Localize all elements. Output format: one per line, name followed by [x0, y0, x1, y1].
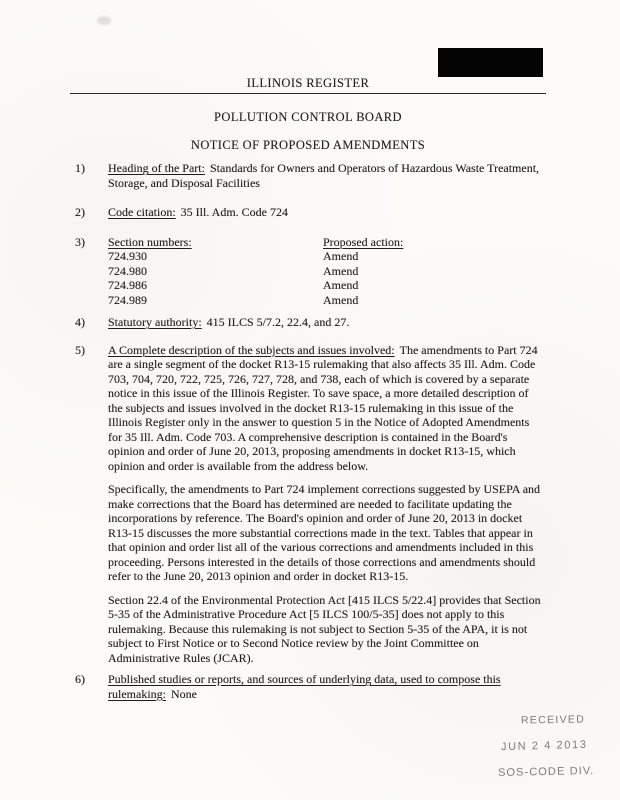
- item-5-paragraph-1-text: The amendments to Part 724 are a single segment of the docket R13-15 rulemaking that also affects 35 Ill. Adm. Code 703, 704, 720, 722, 725, 726, 727, 728, and 738, each of which is covered by a separate notice in this issue of the Illinois Register. To save space, a more detailed description of the subjects and issues involved in the docket R13-15 rulemaking in this issue of the Illinois Register only in the answer to question 5 in the Notice of Adopted Amendments for 35 Ill. Adm. Code 703. A comprehensive description is contained in the Board's opinion and order of June 20, 2013, proposing amendments in docket R13-15, which opinion and order is available from the address below.: [108, 342, 538, 473]
- register-title: ILLINOIS REGISTER: [246, 76, 370, 90]
- item-3-section-numbers: [75, 235, 546, 308]
- section-table-row: [108, 249, 546, 264]
- item-1-content: [108, 161, 546, 190]
- section-table-row: [108, 293, 546, 308]
- section-number: 724.989: [108, 292, 147, 307]
- proposed-action-header: Proposed action:: [323, 234, 404, 249]
- item-5-content: [108, 343, 546, 666]
- item-5-paragraph-3: Section 22.4 of the Environmental Protection Act [415 ILCS 5/22.4] provides that Section 5-35 of the Administrative Procedure Act [5 ILCS 100/5-35] does not apply to this rulemaking. Because this rulemaking is not subject to Section 5-35 of the APA, it is not subject to First Notice or to Second Notice review by the Joint Committee on Administrative Rules (JCAR).: [108, 592, 541, 665]
- item-1-number: 1): [75, 161, 85, 175]
- item-6-label: Published studies or reports, and sources of underlying data, used to compose this rulemaking:: [108, 672, 501, 701]
- item-5-paragraph-2: Specifically, the amendments to Part 724 implement corrections suggested by USEPA and make corrections that the Board has determined are needed to facilitate updating the incorporations by reference. The Board's opinion and order of June 20, 2013 in docket R13-15 discusses the more substantial corrections made in the text. Tables that appear in that opinion and order list all of the various corrections and amendments included in this proceeding. Persons interested in the details of those corrections and amendments should refer to the June 20, 2013 opinion and order in docket R13-15.: [108, 482, 541, 583]
- item-4-statutory-authority: [75, 315, 546, 330]
- item-2-number: 2): [75, 205, 85, 219]
- item-2-label: Code citation:: [108, 205, 176, 219]
- item-5-description: [75, 343, 546, 666]
- notice-title: NOTICE OF PROPOSED AMENDMENTS: [190, 138, 426, 152]
- scan-artifact-smudge: [97, 16, 111, 25]
- stamp-division-text: SOS-CODE DIV.: [497, 764, 595, 780]
- item-4-text: 415 ILCS 5/7.2, 22.4, and 27.: [206, 315, 350, 329]
- item-6-published-studies: [75, 672, 546, 701]
- section-number: 724.980: [108, 263, 147, 278]
- proposed-action: Amend: [323, 292, 359, 307]
- redaction-box: [438, 48, 543, 77]
- document-body: [75, 161, 546, 701]
- item-1-text: Standards for Owners and Operators of Hazardous Waste Treatment, Storage, and Disposal Facilities: [108, 161, 540, 190]
- section-table-row: [108, 264, 546, 279]
- board-title: POLLUTION CONTROL BOARD: [214, 110, 402, 124]
- proposed-action: Amend: [323, 278, 359, 292]
- item-6-number: 6): [75, 672, 85, 686]
- section-number: 724.930: [108, 249, 147, 263]
- section-numbers-header: Section numbers:: [108, 234, 192, 249]
- stamp-date-text: JUN 2 4 2013: [500, 738, 588, 754]
- item-4-label: Statutory authority:: [108, 315, 202, 329]
- item-1-heading-of-part: [75, 161, 546, 190]
- section-number: 724.986: [108, 278, 147, 292]
- stamp-received-text: RECEIVED: [520, 713, 586, 727]
- item-1-label: Heading of the Part:: [108, 161, 205, 175]
- item-5-label: A Complete description of the subjects and issues involved:: [108, 342, 395, 357]
- item-2-code-citation: [75, 205, 546, 220]
- item-2-text: 35 Ill. Adm. Code 724: [180, 205, 288, 219]
- item-4-content: [108, 315, 546, 330]
- proposed-action: Amend: [323, 249, 359, 263]
- item-2-content: [108, 205, 546, 220]
- item-4-number: 4): [75, 315, 85, 329]
- section-table-header-row: [108, 235, 546, 250]
- item-3-number: 3): [75, 234, 85, 249]
- section-table-row: [108, 278, 546, 293]
- item-5-paragraph-1: [108, 343, 546, 474]
- item-6-content: [108, 672, 546, 701]
- header-rule: [70, 93, 546, 94]
- item-5-number: 5): [75, 342, 85, 357]
- item-6-text: None: [170, 686, 197, 701]
- proposed-action: Amend: [323, 263, 359, 278]
- item-3-content: [108, 235, 546, 308]
